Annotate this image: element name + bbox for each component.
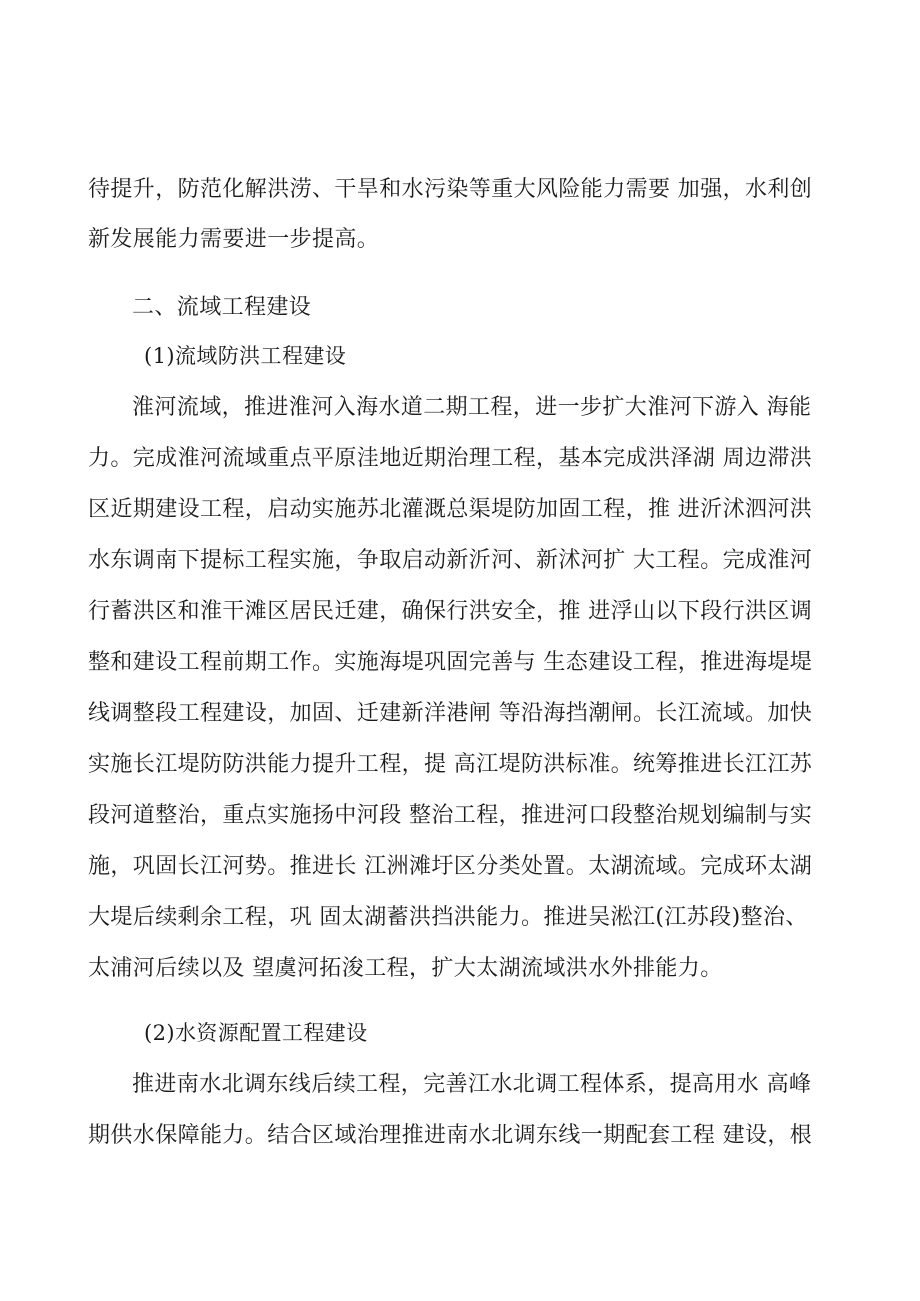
paragraph-line: 水东调南下提标工程实施，争取启动新沂河、新沭河扩 大工程。完成淮河 [88, 548, 813, 573]
paragraph-line: 期供水保障能力。结合区域治理推进南水北调东线一期配套工程 建设，根 [88, 1123, 813, 1148]
paragraph-line: 区近期建设工程，启动实施苏北灌溉总渠堤防加固工程，推 进沂沭泗河洪 [88, 497, 813, 522]
paragraph-line: 淮河流域，推进淮河入海水道二期工程，进一步扩大淮河下游入 海能 [132, 395, 812, 420]
paragraph-line: 新发展能力需要进一步提高。 [88, 227, 380, 252]
paragraph-line: 整和建设工程前期工作。实施海堤巩固完善与 生态建设工程，推进海堤堤 [88, 650, 813, 675]
paragraph-line: 待提升，防范化解洪涝、干旱和水污染等重大风险能力需要 加强，水利创 [88, 177, 813, 202]
paragraph-line: 线调整段工程建设，加固、迁建新洋港闸 等沿海挡潮闸。长江流域。加快 [88, 701, 813, 726]
paragraph-line: 力。完成淮河流域重点平原洼地近期治理工程，基本完成洪泽湖 周边滞洪 [88, 446, 813, 471]
paragraph-line: 大堤后续剩余工程，巩 固太湖蓄洪挡洪能力。推进吴淞江(江苏段)整治、 [88, 905, 808, 930]
subsection-title: (2)水资源配置工程建设 [144, 1021, 368, 1045]
paragraph-line: 行蓄洪区和淮干滩区居民迁建，确保行洪安全，推 进浮山以下段行洪区调 [88, 599, 813, 624]
subsection-title: (1)流域防洪工程建设 [144, 344, 347, 368]
paragraph-line: 段河道整治，重点实施扬中河段 整治工程，推进河口段整治规划编制与实 [88, 803, 813, 828]
paragraph-line: 太浦河后续以及 望虞河拓浚工程，扩大太湖流域洪水外排能力。 [88, 956, 723, 981]
paragraph-line: 施，巩固长江河势。推进长 江洲滩圩区分类处置。太湖流域。完成环太湖 [88, 854, 813, 879]
paragraph-line: 实施长江堤防防洪能力提升工程，提 高江堤防洪标准。统筹推进长江江苏 [88, 752, 813, 777]
paragraph-line: 推进南水北调东线后续工程，完善江水北调工程体系，提高用水 高峰 [132, 1072, 812, 1097]
section-heading: 二、流域工程建设 [132, 295, 312, 320]
